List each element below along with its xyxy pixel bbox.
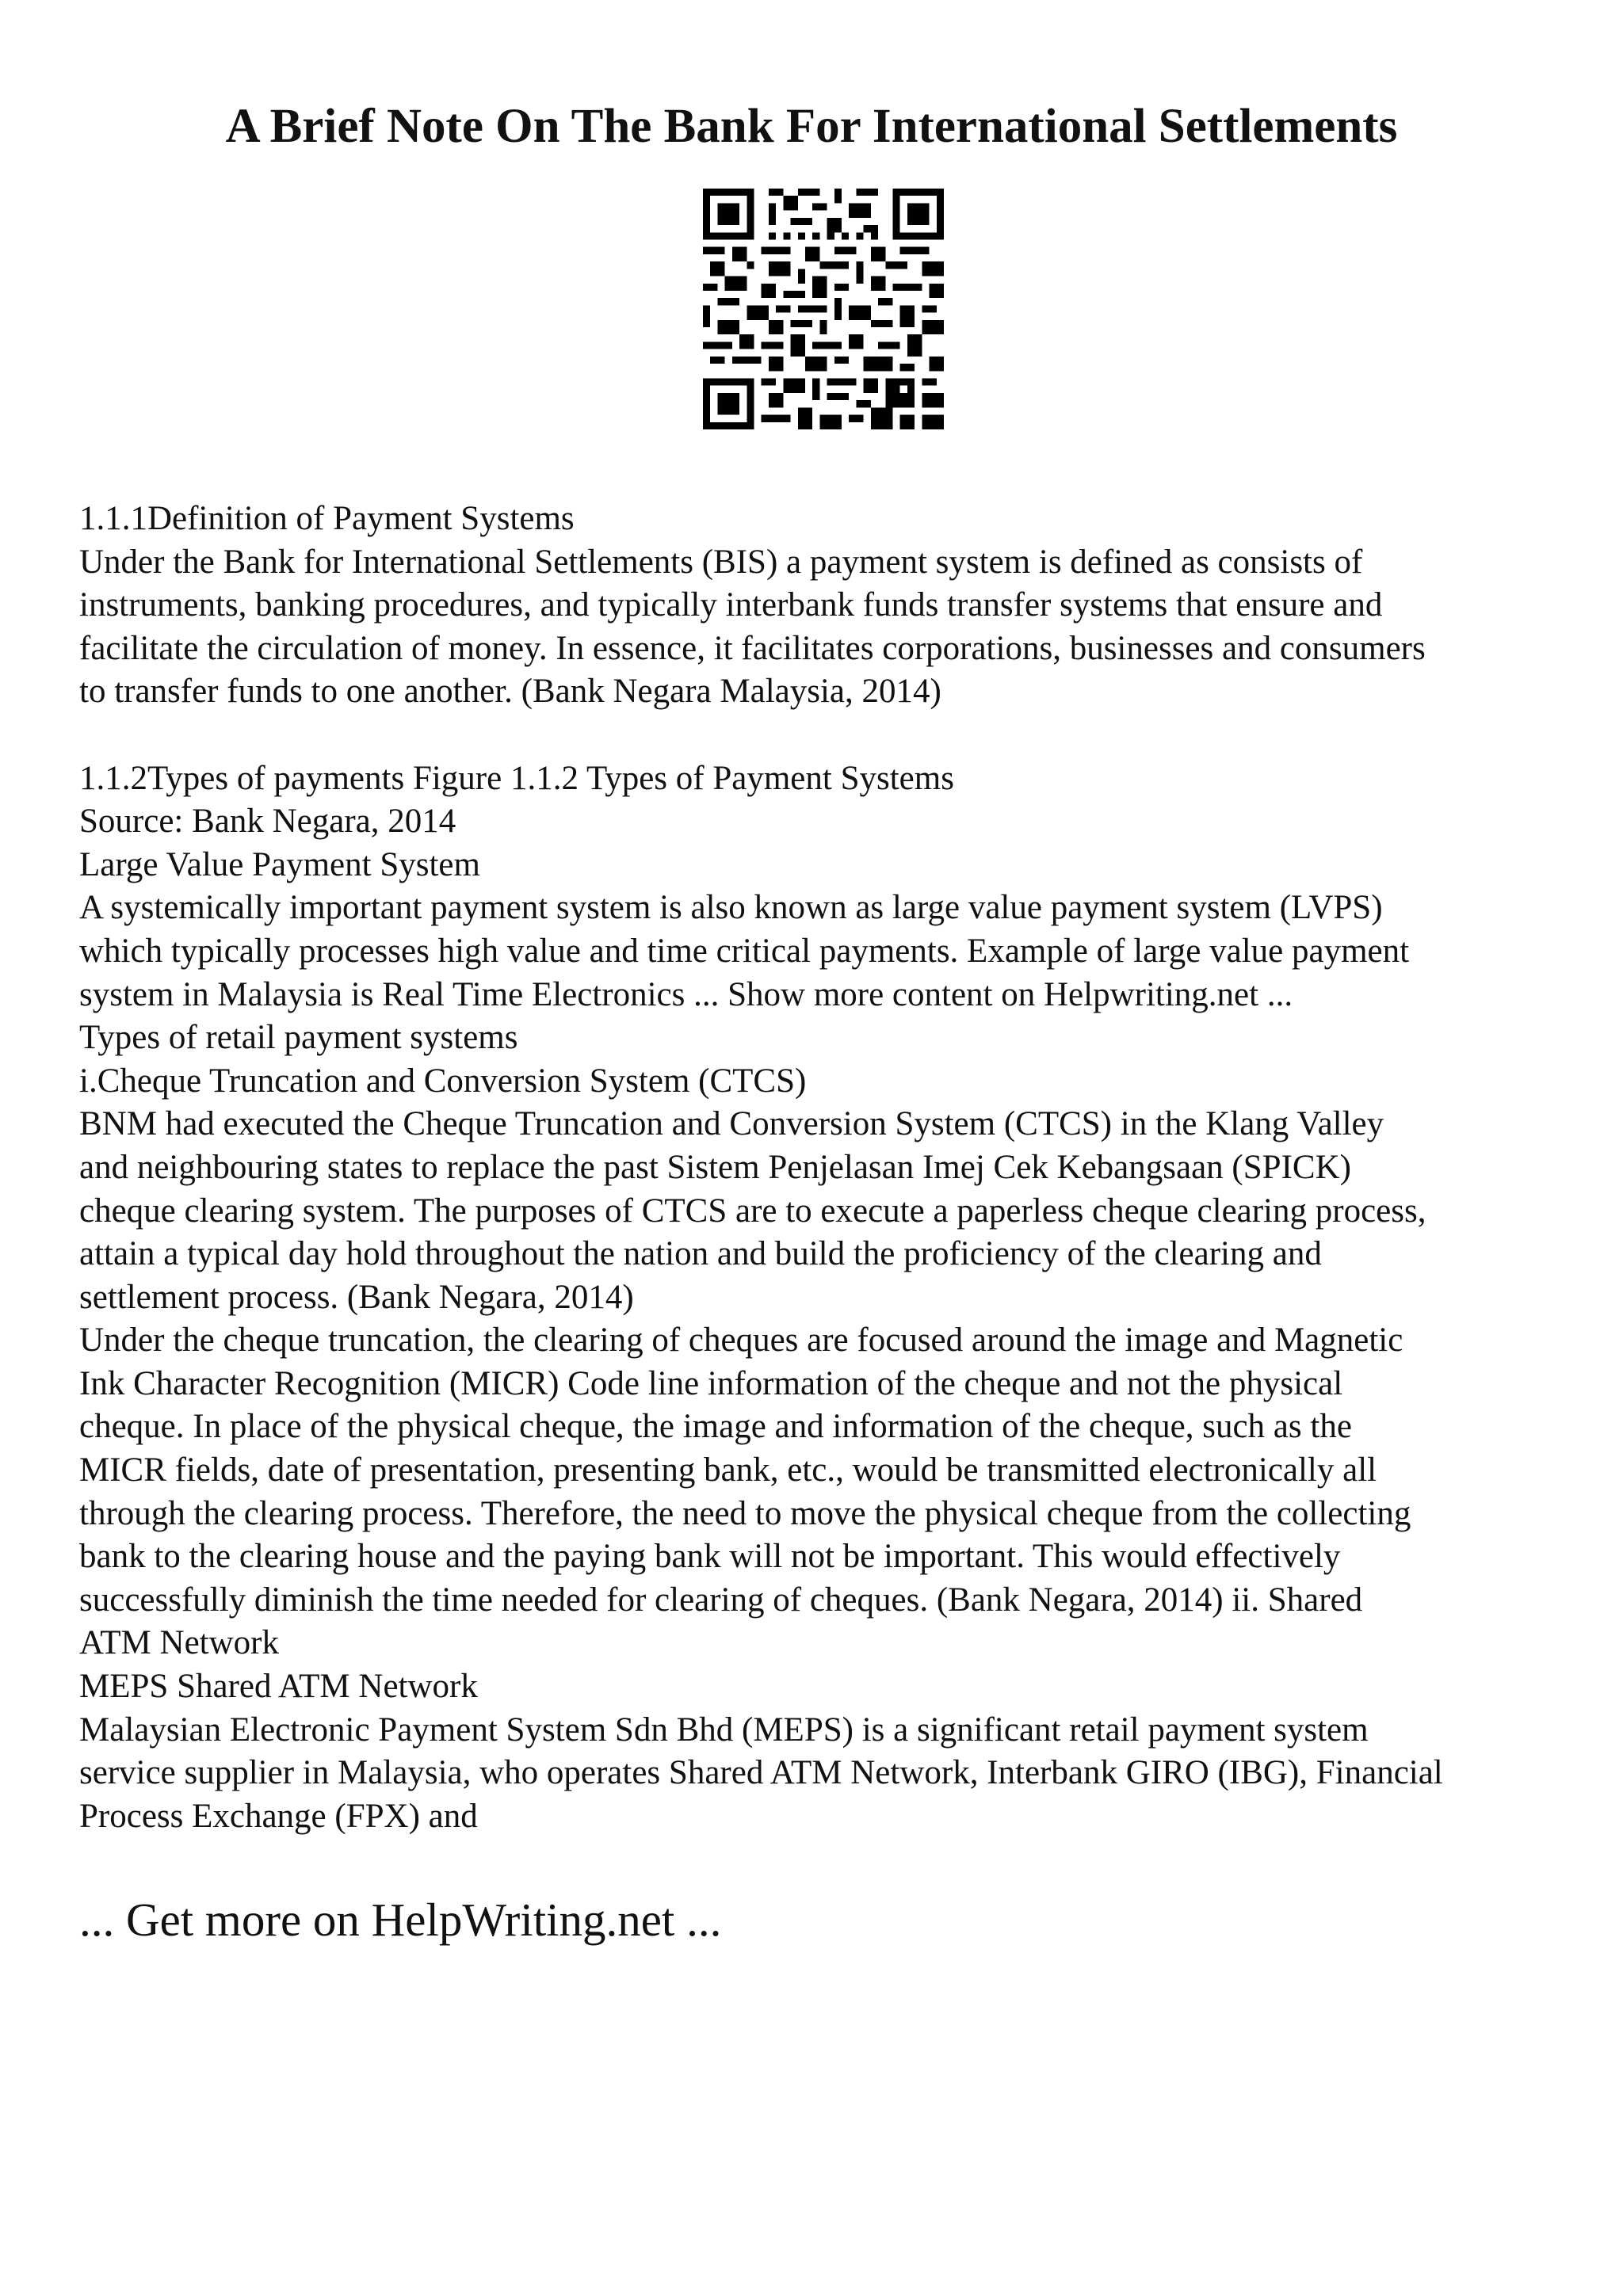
text-line: through the clearing process. Therefore, the need to move the physical cheque from the collecting [79, 1494, 1411, 1532]
text-line: Large Value Payment System [79, 845, 480, 883]
text-line: ATM Network [79, 1624, 279, 1662]
text-line: Types of retail payment systems [79, 1019, 518, 1057]
text-line: Source: Bank Negara, 2014 [79, 803, 456, 841]
text-line: cheque clearing system. The purposes of CTCS are to execute a paperless cheque clearing process, [79, 1192, 1426, 1230]
text-line: Under the cheque truncation, the clearing of cheques are focused around the image and Magnetic [79, 1322, 1403, 1360]
text-line: service supplier in Malaysia, who operates Shared ATM Network, Interbank GIRO (IBG), Financial [79, 1754, 1443, 1792]
article-body [79, 498, 1585, 1838]
text-line: Process Exchange (FPX) and [79, 1797, 478, 1835]
get-more-link[interactable]: ... Get more on HelpWriting.net ... [79, 1894, 722, 1946]
text-line: A systemically important payment system is also known as large value payment system (LVPS) [79, 889, 1383, 927]
text-line: Ink Character Recognition (MICR) Code line information of the cheque and not the physical [79, 1364, 1343, 1402]
text-line: bank to the clearing house and the paying bank will not be important. This would effectively [79, 1538, 1341, 1576]
text-line: MICR fields, date of presentation, presenting bank, etc., would be transmitted electronically all [79, 1451, 1377, 1489]
text-line: instruments, banking procedures, and typically interbank funds transfer systems that ensure and [79, 586, 1383, 624]
paragraph-gap [79, 714, 1585, 757]
text-line: facilitate the circulation of money. In essence, it facilitates corporations, businesses and consumers [79, 629, 1426, 667]
text-line: Malaysian Electronic Payment System Sdn Bhd (MEPS) is a significant retail payment system [79, 1711, 1369, 1749]
text-line: to transfer funds to one another. (Bank Negara Malaysia, 2014) [79, 673, 941, 711]
qr-code-icon [703, 189, 944, 429]
text-line: MEPS Shared ATM Network [79, 1668, 478, 1706]
section-heading: 1.1.2Types of payments Figure 1.1.2 Types of Payment Systems [79, 759, 954, 797]
text-line: and neighbouring states to replace the past Sistem Penjelasan Imej Cek Kebangsaan (SPICK) [79, 1148, 1351, 1186]
text-line: attain a typical day hold throughout the nation and build the proficiency of the clearing and [79, 1235, 1322, 1273]
text-line: BNM had executed the Cheque Truncation and Conversion System (CTCS) in the Klang Valley [79, 1105, 1384, 1143]
text-line: system in Malaysia is Real Time Electronics ... Show more content on Helpwriting.net ... [79, 975, 1293, 1013]
section-heading: 1.1.1Definition of Payment Systems [79, 500, 575, 537]
text-line: settlement process. (Bank Negara, 2014) [79, 1278, 634, 1316]
text-line: i.Cheque Truncation and Conversion System (CTCS) [79, 1062, 807, 1100]
text-line: Under the Bank for International Settlements (BIS) a payment system is defined as consists of [79, 543, 1363, 581]
text-line: successfully diminish the time needed for clearing of cheques. (Bank Negara, 2014) ii. Shared [79, 1581, 1363, 1619]
text-line: cheque. In place of the physical cheque, the image and information of the cheque, such as the [79, 1408, 1352, 1446]
text-line: which typically processes high value and time critical payments. Example of large value payment [79, 932, 1410, 970]
page-title: A Brief Note On The Bank For International Settlements [225, 100, 1398, 153]
